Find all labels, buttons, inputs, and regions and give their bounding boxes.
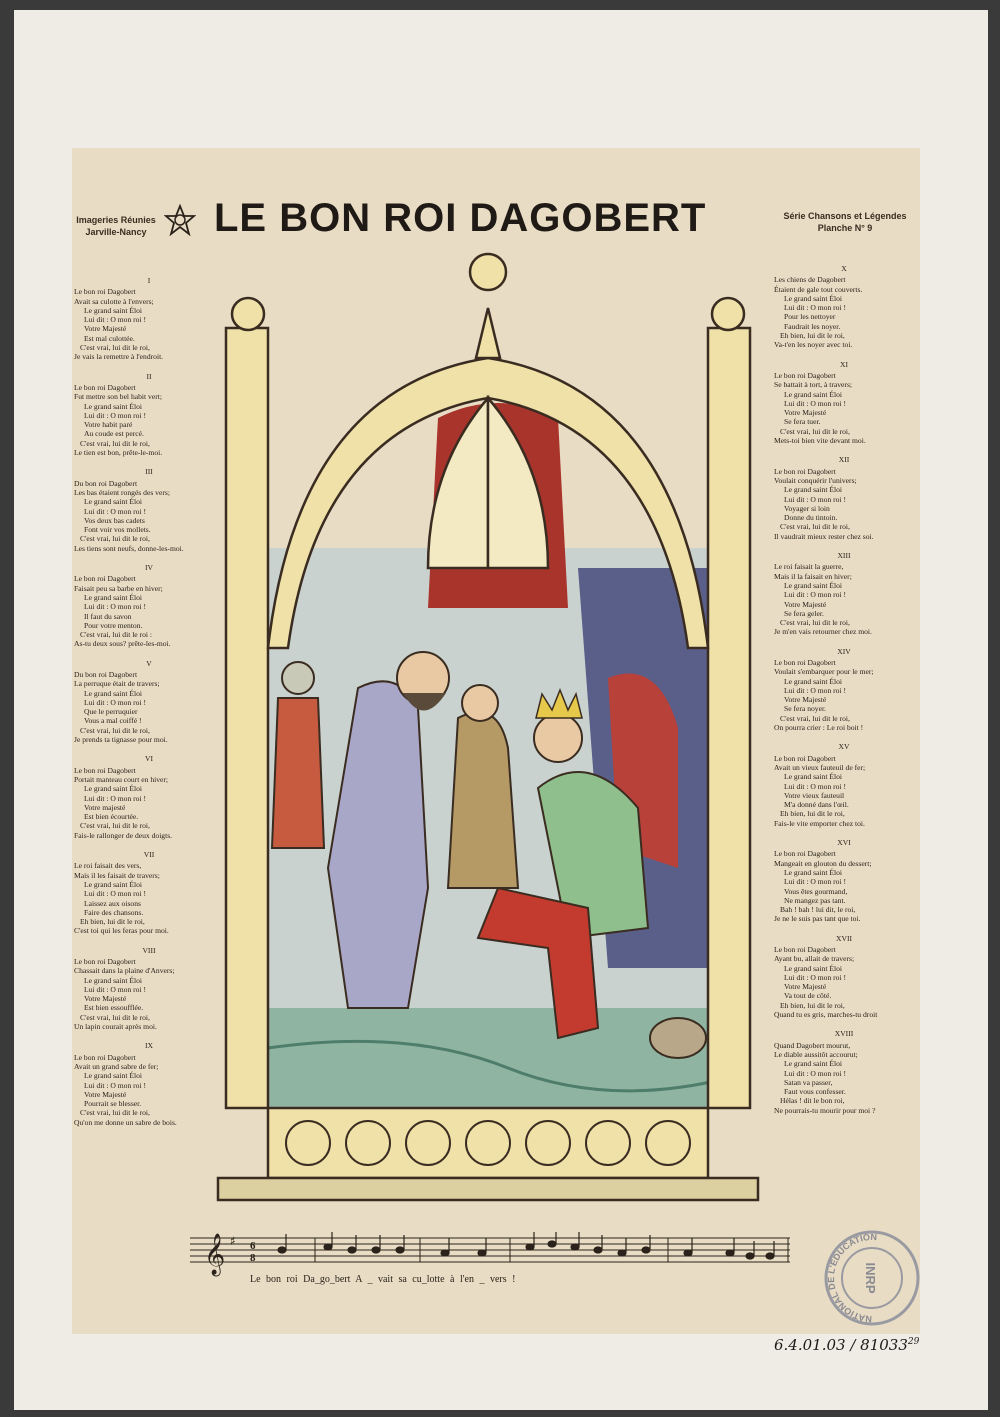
verse bbox=[774, 838, 914, 924]
verse-line: Lui dit : O mon roi ! bbox=[784, 877, 847, 887]
verse-line: On pourra crier : Le roi boit ! bbox=[774, 723, 864, 733]
verse-line: Voyager si loin bbox=[784, 503, 830, 513]
verse-line: Lui dit : O mon roi ! bbox=[784, 685, 847, 695]
verse-line: Vos deux bas cadets bbox=[84, 515, 145, 525]
verse-line: Votre Majesté bbox=[784, 408, 827, 418]
verse-line: Mais il les faisait de travers; bbox=[74, 870, 160, 880]
verses-left-column bbox=[74, 276, 224, 1137]
verse-line: Laissez aux oisons bbox=[84, 898, 141, 908]
verse-line: Le bon roi Dagobert bbox=[774, 945, 836, 954]
verse-line: Le bon roi Dagobert bbox=[774, 753, 836, 763]
verse bbox=[74, 372, 224, 458]
verse-line: Va tout de côté. bbox=[784, 991, 832, 1001]
verse-line: Le grand saint Éloi bbox=[84, 975, 142, 985]
verse bbox=[774, 647, 914, 733]
verse-line: C'est vrai, lui dit le roi, bbox=[780, 618, 850, 628]
verse-line: Est bien écourtée. bbox=[84, 812, 139, 822]
verse-number: XV bbox=[838, 742, 850, 752]
verse-line: Eh bien, lui dit le roi, bbox=[780, 331, 845, 341]
verse-line: Faudrait les noyer. bbox=[784, 321, 841, 331]
verse-line: Font voir vos mollets. bbox=[84, 525, 151, 535]
verse-line: Fais-le vite emporter chez toi. bbox=[774, 818, 865, 828]
verse-line: Le grand saint Éloi bbox=[84, 1071, 142, 1081]
verse-line: Lui dit : O mon roi ! bbox=[84, 984, 147, 994]
verse-line: C'est vrai, lui dit le roi, bbox=[80, 438, 150, 448]
verse-line: Je ne le suis pas tant que toi. bbox=[774, 914, 861, 924]
verse-line: C'est vrai, lui dit le roi, bbox=[780, 426, 850, 436]
verse-number: IV bbox=[144, 563, 153, 573]
verse-line: Je m'en vais retourner chez moi. bbox=[774, 627, 872, 637]
verse-line: Je vais la remettre à l'endroit. bbox=[74, 352, 164, 362]
verse-line: Le grand saint Éloi bbox=[784, 772, 842, 782]
verse-line: Le grand saint Éloi bbox=[84, 784, 142, 794]
verse-line: C'est toi qui les feras pour moi. bbox=[74, 926, 169, 936]
verse-line: Votre Majesté bbox=[784, 982, 827, 992]
illustration bbox=[208, 248, 768, 1228]
verse-line: Le bon roi Dagobert bbox=[74, 957, 136, 966]
verse-line: Pourrait se blesser. bbox=[84, 1099, 142, 1109]
verse-line: Hélas ! dit le bon roi, bbox=[780, 1096, 845, 1106]
verse bbox=[774, 1029, 914, 1115]
verse-line: Du bon roi Dagobert bbox=[74, 669, 138, 679]
verse-line: Va-t'en les noyer avec toi. bbox=[774, 340, 853, 350]
verse bbox=[74, 276, 224, 362]
verse-number: III bbox=[145, 467, 153, 477]
verse-line: Votre vieux fauteuil bbox=[784, 790, 845, 800]
verse bbox=[74, 850, 224, 936]
verse-line: Eh bien, lui dit le roi, bbox=[80, 917, 145, 927]
verse-line: Lui dit : O mon roi ! bbox=[84, 602, 147, 612]
verse-number: V bbox=[146, 658, 152, 668]
verse-line: C'est vrai, lui dit le roi, bbox=[780, 713, 850, 723]
verse-number: XII bbox=[838, 455, 850, 465]
verse-line: Votre Majesté bbox=[84, 324, 127, 334]
svg-text:♯: ♯ bbox=[230, 1234, 236, 1248]
verse-line: Voulait s'embarquer pour le mer; bbox=[774, 667, 874, 677]
verse-line: Voulait conquérir l'univers; bbox=[774, 475, 857, 485]
verse-number: X bbox=[841, 264, 847, 273]
verse-line: Pour votre menton. bbox=[84, 620, 143, 630]
verse-line: Lui dit : O mon roi ! bbox=[784, 590, 847, 600]
verse-line: Se fera noyer. bbox=[784, 704, 826, 714]
verse-line: Est mal culottée. bbox=[84, 333, 135, 343]
verse-number: XVII bbox=[835, 933, 853, 943]
verse bbox=[774, 551, 914, 637]
verse-line: C'est vrai, lui dit le roi : bbox=[80, 630, 153, 640]
verse-line: Lui dit : O mon roi ! bbox=[84, 1080, 147, 1090]
verse-line: Le bon roi Dagobert bbox=[774, 466, 836, 476]
verse-line: C'est vrai, lui dit le roi, bbox=[80, 725, 150, 735]
verse-line: Du bon roi Dagobert bbox=[74, 478, 138, 488]
verse-line: C'est vrai, lui dit le roi, bbox=[80, 534, 150, 544]
verse-line: Les tiens sont neufs, donne-les-moi. bbox=[74, 543, 184, 553]
verse-line: Les bas étaient rongés des vers; bbox=[74, 487, 170, 497]
verse-line: Est bien essoufflée. bbox=[84, 1003, 144, 1013]
publisher-name: Imageries Réunies bbox=[76, 215, 156, 225]
verse-line: C'est vrai, lui dit le roi, bbox=[80, 343, 150, 353]
verse-line: Lui dit : O mon roi ! bbox=[84, 697, 147, 707]
verse bbox=[774, 264, 914, 350]
verse-line: Se battait à tort, à travers; bbox=[774, 380, 853, 390]
verse-number: I bbox=[147, 276, 151, 285]
verse-number: VI bbox=[144, 754, 153, 764]
verse-line: Étaient de gale tout couverts. bbox=[774, 284, 863, 294]
verse-line: Votre habit paré bbox=[84, 420, 133, 430]
verse-line: Le bon roi Dagobert bbox=[774, 849, 836, 859]
library-stamp bbox=[822, 1228, 922, 1328]
verse-line: Votre majesté bbox=[84, 802, 126, 812]
verse-line: As-tu deux sous? prête-les-moi. bbox=[74, 639, 171, 649]
verse-line: Portait manteau court en hiver; bbox=[74, 774, 169, 784]
verse-line: Mais il la faisait en hiver; bbox=[774, 571, 852, 581]
verse-line: Chassait dans la plaine d'Anvers; bbox=[74, 966, 175, 976]
verse-line: Faire des chansons. bbox=[84, 907, 144, 917]
verse-line: Le grand saint Éloi bbox=[784, 867, 842, 877]
verse-line: Le grand saint Éloi bbox=[784, 580, 842, 590]
stamp-ring-text: NATIONAL DE L'ÉDUCATION bbox=[825, 1231, 878, 1325]
svg-text:6: 6 bbox=[250, 1240, 256, 1252]
publisher-imprint bbox=[76, 214, 156, 238]
verse-line: Le bon roi Dagobert bbox=[74, 382, 136, 392]
verse-line: Lui dit : O mon roi ! bbox=[84, 315, 147, 325]
verse-number: XIII bbox=[837, 551, 851, 561]
verse-line: Le bon roi Dagobert bbox=[74, 287, 136, 297]
verse-line: Lui dit : O mon roi ! bbox=[784, 494, 847, 504]
verse-line: Votre Majesté bbox=[84, 994, 127, 1004]
verse-line: Lui dit : O mon roi ! bbox=[784, 303, 847, 313]
verse-line: Le grand saint Éloi bbox=[84, 688, 142, 698]
verse-line: C'est vrai, lui dit le roi, bbox=[80, 1012, 150, 1022]
verse-line: Quand Dagobert mourut, bbox=[774, 1040, 851, 1050]
verse-line: Le bon roi Dagobert bbox=[774, 657, 836, 667]
verse-line: Le grand saint Éloi bbox=[784, 389, 842, 399]
publisher-city: Jarville-Nancy bbox=[85, 227, 147, 237]
verse-line: Lui dit : O mon roi ! bbox=[784, 781, 847, 791]
verse bbox=[774, 455, 914, 541]
verse bbox=[74, 946, 224, 1032]
verse-line: Eh bien, lui dit le roi, bbox=[780, 809, 845, 819]
plate-number: Planche N° 9 bbox=[817, 223, 873, 233]
verse-line: Le grand saint Éloi bbox=[84, 401, 142, 411]
verse-line: Fais-le rallonger de deux doigts. bbox=[74, 830, 173, 840]
music-lyric: Le bon roi Da_go_bert A _ vait sa cu_lotte à l'en _ vers ! bbox=[250, 1274, 516, 1285]
verse-line: Le diable aussitôt accourut; bbox=[774, 1049, 858, 1059]
verse-line: Quand tu es gris, marches-tu droit bbox=[774, 1010, 878, 1020]
verse-line: Ne mangez pas tant. bbox=[784, 895, 846, 905]
verse-line: Mets-toi bien vite devant moi. bbox=[774, 436, 866, 446]
verse-line: Le grand saint Éloi bbox=[84, 305, 142, 315]
verse bbox=[74, 1041, 224, 1127]
star-emblem-icon bbox=[164, 204, 196, 236]
shelfmark-text: 6.4.01.03 / 81033 bbox=[774, 1336, 908, 1354]
verse bbox=[74, 659, 224, 745]
verse-line: Mangeait en glouton du dessert; bbox=[774, 858, 872, 868]
verse-line: M'a donné dans l'œil. bbox=[784, 800, 849, 810]
verse bbox=[74, 754, 224, 840]
verse-line: Le grand saint Éloi bbox=[84, 592, 142, 602]
verse-line: Je prends ta tignasse pour moi. bbox=[74, 735, 168, 745]
treble-clef-icon: 𝄞 bbox=[204, 1234, 226, 1275]
verse-number: IX bbox=[144, 1041, 153, 1051]
verse-line: Bah ! bah ! lui dit, le roi, bbox=[780, 905, 856, 915]
verse-line: Le tien est bon, prête-le-moi. bbox=[74, 448, 163, 458]
verse-line: C'est vrai, lui dit le roi, bbox=[780, 522, 850, 532]
verse-line: C'est vrai, lui dit le roi, bbox=[80, 821, 150, 831]
verse-line: Lui dit : O mon roi ! bbox=[784, 398, 847, 408]
verse bbox=[74, 563, 224, 649]
verse-line: Le grand saint Éloi bbox=[784, 963, 842, 973]
verse-line: Faut vous confesser. bbox=[784, 1087, 846, 1097]
verse bbox=[774, 360, 914, 446]
shelfmark-sup: 29 bbox=[907, 1337, 920, 1347]
verse-line: Donne du tintoin. bbox=[784, 513, 838, 523]
verse-line: Se fera tuer. bbox=[784, 417, 821, 427]
verse-line: Vous êtes gourmand, bbox=[784, 886, 848, 896]
verse-number: XI bbox=[839, 359, 848, 369]
series-name: Série Chansons et Légendes bbox=[783, 211, 907, 221]
verse-line: Ayant bu, allait de travers; bbox=[774, 954, 855, 964]
verse-line: Le grand saint Éloi bbox=[84, 879, 142, 889]
verse-number: XIV bbox=[837, 646, 851, 656]
verse-line: Eh bien, lui dit le roi, bbox=[780, 1000, 845, 1010]
figure-dog bbox=[650, 1018, 706, 1058]
series-heading bbox=[780, 210, 910, 234]
stamp-center-text: INRP bbox=[863, 1262, 878, 1294]
verse-line: Avait un vieux fauteuil de fer; bbox=[774, 762, 866, 772]
verse-line: C'est vrai, lui dit le roi, bbox=[80, 1108, 150, 1118]
verse-line: Le grand saint Éloi bbox=[784, 293, 842, 303]
verse-line: Pour les nettoyer bbox=[784, 312, 836, 322]
verse-line: Le bon roi Dagobert bbox=[774, 370, 836, 380]
verse-line: Le grand saint Éloi bbox=[784, 485, 842, 495]
verse-line: Lui dit : O mon roi ! bbox=[84, 793, 147, 803]
verse-line: Ne pourrais-tu mourir pour moi ? bbox=[774, 1105, 876, 1115]
verse-line: Les chiens de Dagobert bbox=[774, 275, 846, 285]
verse-line: Le roi faisait la guerre, bbox=[774, 562, 844, 572]
verse-line: Lui dit : O mon roi ! bbox=[84, 410, 147, 420]
verse-line: Le bon roi Dagobert bbox=[74, 574, 136, 584]
verse-line: Le bon roi Dagobert bbox=[74, 1052, 136, 1062]
verse-number: VIII bbox=[142, 945, 156, 955]
verse-line: Lui dit : O mon roi ! bbox=[784, 972, 847, 982]
shelfmark bbox=[774, 1336, 919, 1354]
svg-text:8: 8 bbox=[250, 1252, 256, 1264]
verse-line: Que le perruquier bbox=[84, 707, 138, 717]
verse-line: Il faut du savon bbox=[84, 611, 132, 621]
verse-line: Fut mettre son bel habit vert; bbox=[74, 392, 162, 402]
verse-line: La perruque était de travers; bbox=[74, 679, 160, 689]
verse-line: Faisait peu sa barbe en hiver; bbox=[74, 583, 163, 593]
music-notes bbox=[278, 1232, 774, 1259]
verse-line: Le roi faisait des vers, bbox=[74, 861, 142, 871]
verse-number: II bbox=[146, 371, 152, 381]
verse-line: Le bon roi Dagobert bbox=[74, 765, 136, 775]
verse-number: XVI bbox=[837, 838, 851, 848]
verse-line: Le grand saint Éloi bbox=[784, 676, 842, 686]
verse-line: Le grand saint Éloi bbox=[84, 497, 142, 507]
verse-line: Votre Majesté bbox=[84, 1089, 127, 1099]
verse-line: Lui dit : O mon roi ! bbox=[84, 506, 147, 516]
verse-line: Avait un grand sabre de fer; bbox=[74, 1061, 159, 1071]
verse-line: Vous a mal coiffé ! bbox=[84, 716, 142, 726]
verses-right-column bbox=[774, 264, 914, 1125]
verse-line: Qu'on me donne un sabre de bois. bbox=[74, 1117, 177, 1127]
verse-line: Il vaudrait mieux rester chez soi. bbox=[774, 531, 874, 541]
verse bbox=[774, 934, 914, 1020]
verse bbox=[774, 742, 914, 828]
verse bbox=[74, 467, 224, 553]
verse-line: Votre Majesté bbox=[784, 695, 827, 705]
verse-line: Lui dit : O mon roi ! bbox=[784, 1068, 847, 1078]
page-title: LE BON ROI DAGOBERT bbox=[214, 196, 707, 240]
verse-line: Votre Majesté bbox=[784, 599, 827, 609]
verse-line: Le grand saint Éloi bbox=[784, 1059, 842, 1069]
verse-line: Se fera geler. bbox=[784, 608, 824, 618]
verse-line: Avait sa culotte à l'envers; bbox=[74, 296, 154, 306]
verse-line: Lui dit : O mon roi ! bbox=[84, 889, 147, 899]
verse-number: XVIII bbox=[834, 1029, 854, 1039]
verse-number: VII bbox=[143, 850, 155, 860]
verse-line: Satan va passer, bbox=[784, 1077, 833, 1087]
verse-line: Un lapin courait après moi. bbox=[74, 1022, 157, 1032]
verse-line: Au coude est percé. bbox=[84, 429, 144, 439]
